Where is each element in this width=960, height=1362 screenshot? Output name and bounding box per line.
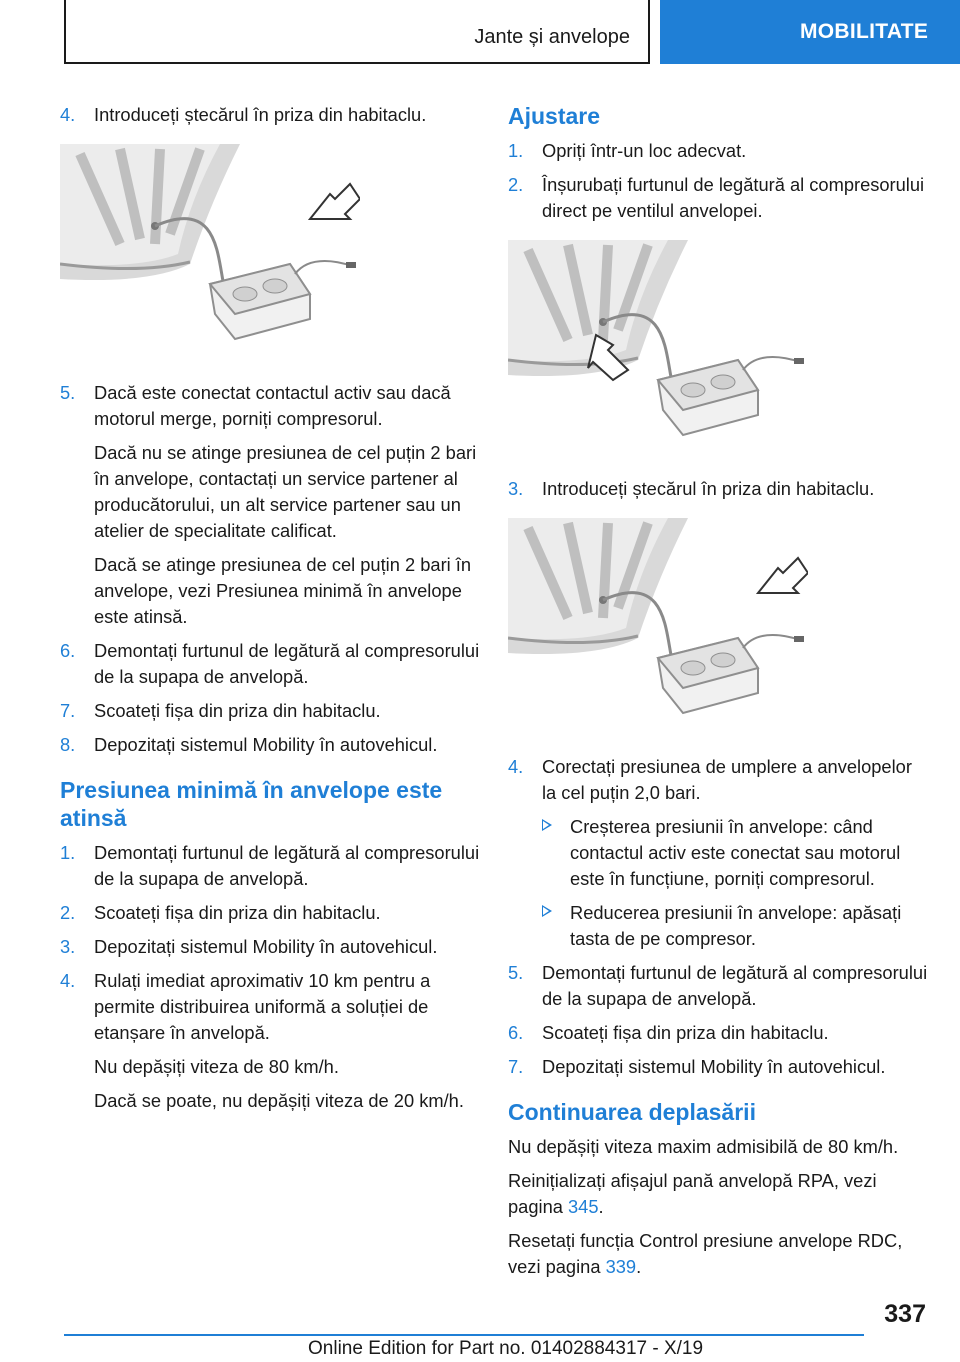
compressor-plug-illustration [60, 144, 360, 364]
step-number: 4. [508, 756, 524, 777]
list-item [508, 172, 928, 224]
step-number: 6. [508, 1022, 524, 1043]
step-text: Rulați imediat aproximativ 10 km pentru a permite distribuirea uniformă a soluției de etanșare în anvelopă. [94, 970, 431, 1043]
step-number: 1. [60, 842, 76, 863]
step-number: 3. [508, 478, 524, 499]
left-column [60, 102, 480, 1122]
paragraph [508, 1168, 928, 1220]
sub-bullet [542, 900, 928, 952]
step-number: 5. [508, 962, 524, 983]
step-number: 3. [60, 936, 76, 957]
step-text: Depozitați sistemul Mobility în autovehicul. [94, 734, 438, 755]
step-number: 2. [508, 174, 524, 195]
step-note: Dacă se atinge presiunea de cel puțin 2 bari în anvelope, vezi Presiunea minimă în anvelope este atinsă. [94, 554, 472, 627]
step-text: Demontați furtunul de legătură al compresorului de la supapa de anvelopă. [94, 842, 480, 889]
sub-bullet [542, 814, 928, 892]
sub-bullet-text: Reducerea presiunii în anvelope: apăsați tasta de pe compresor. [570, 902, 902, 949]
step-text: Demontați furtunul de legătură al compresorului de la supapa de anvelopă. [542, 962, 928, 1009]
list-item [508, 1054, 928, 1080]
triangle-bullet-icon [542, 819, 552, 831]
step-text: Depozitați sistemul Mobility în autovehicul. [542, 1056, 886, 1077]
step-number: 1. [508, 140, 524, 161]
page-number: 337 [884, 1300, 926, 1328]
paragraph-text: Resetați funcția Control presiune anvelope RDC, vezi pagina [508, 1230, 903, 1277]
step-number: 7. [508, 1056, 524, 1077]
section-heading: Continuarea deplasării [508, 1099, 756, 1125]
paragraph-text: . [636, 1256, 642, 1277]
right-column [508, 102, 928, 1288]
step-number: 8. [60, 734, 76, 755]
step-number: 5. [60, 382, 76, 403]
step-number: 6. [60, 640, 76, 661]
footer-divider [64, 1334, 864, 1336]
list-item [60, 732, 480, 758]
list-item [60, 900, 480, 926]
header-section-box [64, 0, 650, 64]
step-text: Scoateți fișa din priza din habitaclu. [94, 902, 381, 923]
step-text: Introduceți ștecărul în priza din habitaclu. [94, 104, 427, 125]
section-heading: Ajustare [508, 103, 601, 129]
step-note: Dacă se poate, nu depășiți viteza de 20 km/h. [94, 1090, 464, 1111]
step-text: Scoateți fișa din priza din habitaclu. [542, 1022, 829, 1043]
list-item [508, 138, 928, 164]
paragraph: Nu depășiți viteza maxim admisibilă de 80 km/h. [508, 1136, 899, 1157]
list-item [60, 638, 480, 690]
hose-valve-illustration [508, 240, 808, 460]
step-note: Dacă nu se atinge presiunea de cel puțin 2 bari în anvelope, contactați un service partener al producătorului, un alt service partener sau un atelier de specialitate calificat. [94, 442, 477, 541]
paragraph-text: . [598, 1196, 604, 1217]
list-item [60, 102, 480, 128]
page-link-345[interactable]: 345 [567, 1196, 599, 1217]
list-item [508, 960, 928, 1012]
section-heading: Presiunea minimă în anvelope este atinsă [60, 777, 443, 831]
sub-bullet-text: Creșterea presiunii în anvelope: când contactul activ este conectat sau motorul este în funcțiune, porniți compresorul. [570, 816, 901, 889]
header-section-title: Jante și anvelope [474, 26, 630, 48]
step-text: Scoateți fișa din priza din habitaclu. [94, 700, 381, 721]
list-item [508, 476, 928, 502]
step-note: Nu depășiți viteza de 80 km/h. [94, 1056, 339, 1077]
step-text: Introduceți ștecărul în priza din habitaclu. [542, 478, 875, 499]
list-item [508, 754, 928, 952]
list-item [60, 380, 480, 630]
step-number: 4. [60, 970, 76, 991]
step-number: 4. [60, 104, 76, 125]
paragraph [508, 1228, 928, 1280]
list-item [60, 840, 480, 892]
list-item [60, 934, 480, 960]
triangle-bullet-icon [542, 905, 552, 917]
list-item [60, 698, 480, 724]
step-number: 7. [60, 700, 76, 721]
step-text: Corectați presiunea de umplere a anvelopelor la cel puțin 2,0 bari. [542, 756, 912, 803]
page-link-339[interactable]: 339 [605, 1256, 637, 1277]
paragraph-text: Reinițializați afișajul pană anvelopă RPA, vezi pagina [508, 1170, 877, 1217]
header-chapter-tab[interactable]: MOBILITATE [660, 0, 960, 64]
step-number: 2. [60, 902, 76, 923]
step-text: Opriți într-un loc adecvat. [542, 140, 747, 161]
step-text: Înșurubați furtunul de legătură al compresorului direct pe ventilul anvelopei. [542, 174, 925, 221]
list-item [60, 968, 480, 1114]
step-text: Demontați furtunul de legătură al compresorului de la supapa de anvelopă. [94, 640, 480, 687]
step-text: Depozitați sistemul Mobility în autovehicul. [94, 936, 438, 957]
footer-edition-text: Online Edition for Part no. 01402884317 - X/19 [308, 1338, 704, 1359]
list-item [508, 1020, 928, 1046]
step-text: Dacă este conectat contactul activ sau dacă motorul merge, porniți compresorul. [94, 382, 451, 429]
compressor-plug-illustration [508, 518, 808, 738]
